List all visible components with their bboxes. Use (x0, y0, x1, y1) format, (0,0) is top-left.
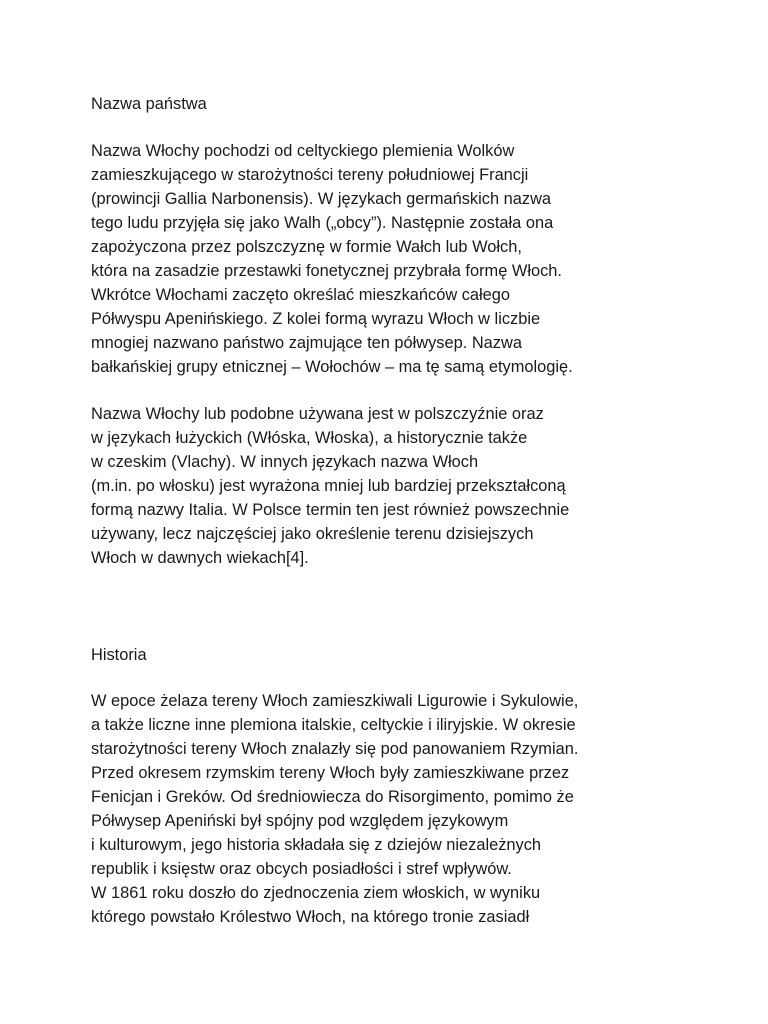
text-line: mnogiej nazwano państwo zajmujące ten półwysep. Nazwa (91, 334, 522, 352)
text-line: W epoce żelaza tereny Włoch zamieszkiwali Ligurowie i Sykulowie, (91, 692, 579, 710)
text-line: którego powstało Królestwo Włoch, na którego tronie zasiadł (91, 908, 530, 926)
text-line: zamieszkującego w starożytności tereny południowej Francji (91, 166, 529, 184)
text-line: (m.in. po włosku) jest wyrażona mniej lub bardziej przekształconą (91, 477, 566, 495)
text-line: starożytności tereny Włoch znalazły się pod panowaniem Rzymian. (91, 740, 579, 758)
section-heading-historia: Historia (91, 646, 147, 664)
text-line: Nazwa Włochy lub podobne używana jest w polszczyźnie oraz (91, 405, 544, 423)
paragraph-history (91, 689, 578, 929)
text-line: formą nazwy Italia. W Polsce termin ten jest również powszechnie (91, 501, 570, 519)
text-line: Nazwa Włochy pochodzi od celtyckiego plemienia Wolków (91, 142, 515, 160)
paragraph-usage (91, 402, 569, 570)
text-line: (prowincji Gallia Narbonensis). W językach germańskich nazwa (91, 190, 552, 208)
text-line: a także liczne inne plemiona italskie, celtyckie i iliryjskie. W okresie (91, 716, 576, 734)
text-line: w czeskim (Vlachy). W innych językach nazwa Włoch (91, 453, 479, 471)
text-line: W 1861 roku doszło do zjednoczenia ziem włoskich, w wyniku (91, 884, 541, 902)
text-line: Półwysep Apeniński był spójny pod względem językowym (91, 812, 509, 830)
text-line: w językach łużyckich (Włóska, Włoska), a historycznie także (91, 429, 528, 447)
text-line: republik i księstw oraz obcych posiadłości i stref wpływów. (91, 860, 512, 878)
text-line: tego ludu przyjęła się jako Walh („obcy”). Następnie została ona (91, 214, 554, 232)
text-line: Fenicjan i Greków. Od średniowiecza do Risorgimento, pomimo że (91, 788, 574, 806)
text-line: Wkrótce Włochami zaczęto określać mieszkańców całego (91, 286, 511, 304)
text-line: używany, lecz najczęściej jako określenie terenu dzisiejszych (91, 525, 534, 543)
text-line: Przed okresem rzymskim tereny Włoch były zamieszkiwane przez (91, 764, 570, 782)
text-line: bałkańskiej grupy etnicznej – Wołochów – ma tę samą etymologię. (91, 358, 573, 376)
text-line: i kulturowym, jego historia składała się z dziejów niezależnych (91, 836, 542, 854)
text-line: Półwyspu Apenińskiego. Z kolei formą wyrazu Włoch w liczbie (91, 310, 541, 328)
text-line: zapożyczona przez polszczyznę w formie Wałch lub Wołch, (91, 238, 522, 256)
text-line: Włoch w dawnych wiekach[4]. (91, 549, 309, 567)
paragraph-etymology (91, 139, 573, 379)
text-line: która na zasadzie przestawki fonetycznej przybrała formę Włoch. (91, 262, 562, 280)
section-heading-nazwa-panstwa: Nazwa państwa (91, 95, 207, 113)
